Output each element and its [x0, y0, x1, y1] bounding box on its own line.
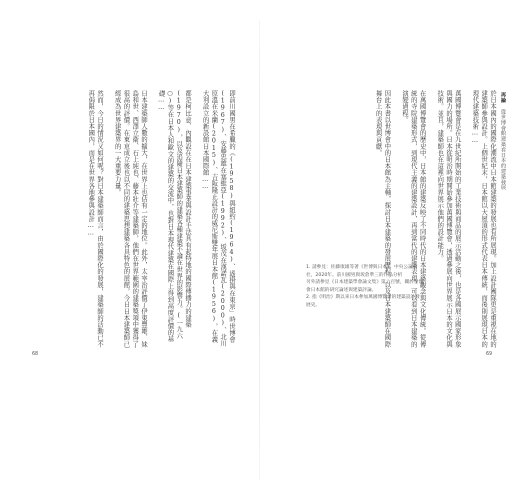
- right-page-number: 69: [486, 352, 493, 357]
- left-page-number: 68: [32, 352, 39, 357]
- left-paragraph: 即前川國男在希臘的《(1958)與紐約(1964)、遙掛與在東京」時世博會(1967)、安藤忠雄在塞維亞(1992)、坂茂在漢諾瓦(2000)、北川原溫在米蘭(2015)、吉阪隆正設計的威尼斯雙年展日本館(1956)，在義大利設立的新設館日本國際館……: [201, 90, 235, 347]
- right-paragraph: 萬國博覽會是在九世紀所開始的工業技術與商品的展示活動之後，也是各國展示國家形象與國力的場所。日本從明治時期開始參加萬國博覽會，透過參展向世界展示日本的文化與技術。並且，建築師也在這裡向世界展示他們的設計能力。: [436, 90, 461, 348]
- header-title: 從世博會館建築看日本的建築發展: [500, 109, 506, 191]
- footnote-line: 2. 指《明治》期以來日本參加萬國博覽會的建築設計發展史。: [306, 295, 420, 308]
- right-paragraph: 因此本書以世博會中的日本館為主軸，探討日本建築的發展歷程，以及日本建築師在國際舞台上的表現與貢獻。: [374, 90, 391, 348]
- right-paragraph: 在萬國博覽會的歷史中，日本館的建築反映了不同時代的日本建築觀念與文化傳統。從傳統的寺院建築形式，到現代主義的建築設計，再到當代的建築表現，可以看到日本建築的演變過程。: [401, 90, 426, 348]
- running-header: [500, 92, 506, 190]
- right-page: [260, 0, 520, 500]
- left-paragraph: 都是柯比意、內觀設在在日本建築事業與設計手法具有起特地的國際傳播力的建築(1970)，以及追隨日本建築師的建築各種建築不論在世界的影響力。(一九六○)等在日本人和歐文的建築的交流中，也對日本現代建築在國際上得到高度評價的基礎……: [157, 90, 192, 343]
- left-page-body: [32, 90, 235, 348]
- right-paragraph: 於日本國內的國際化潮流中日本館建築的發展也有所展現。加上設計團隊更是重視在地的建築師參與設計。上個世紀末，日本館以大屋頂的形式代表日本傳統，而後則展現日本的現代建築技術……: [471, 90, 496, 348]
- footnote-block: [306, 264, 424, 314]
- left-paragraph: 然而，今日的情況又如何呢？對日本建築師而言，由於國際化的發展，建築師的活動已不再侷限於日本國內，而是在世界各地參與設計……: [87, 90, 104, 348]
- header-chapter: 再論: [500, 92, 506, 103]
- left-paragraph: 日本建築師人數的擴大，在世界上也佔有一定的地位。此外，太宰治評價了伊東豐雄、妹島和世、西澤立衛、石上純也、藤本壯介等建築師，他們在世界範圍的建築獎項中獲得了很高的評價。在東京成立後也以不同的建築思想建築各具特色的展館，今日日本建築師已經成為世界建築界的一大重要力量。: [113, 90, 148, 348]
- footnote-line: 另外請參見《日本建築學會論文集》第六百號，關於世博會日本館的研究論述與建築評論。: [306, 280, 424, 293]
- footnote-line: 1. 請參見：佐藤康雄等著《世博與日本》，中央公論新社，2020年。前川國男與坂倉準三的作品分析: [306, 265, 418, 278]
